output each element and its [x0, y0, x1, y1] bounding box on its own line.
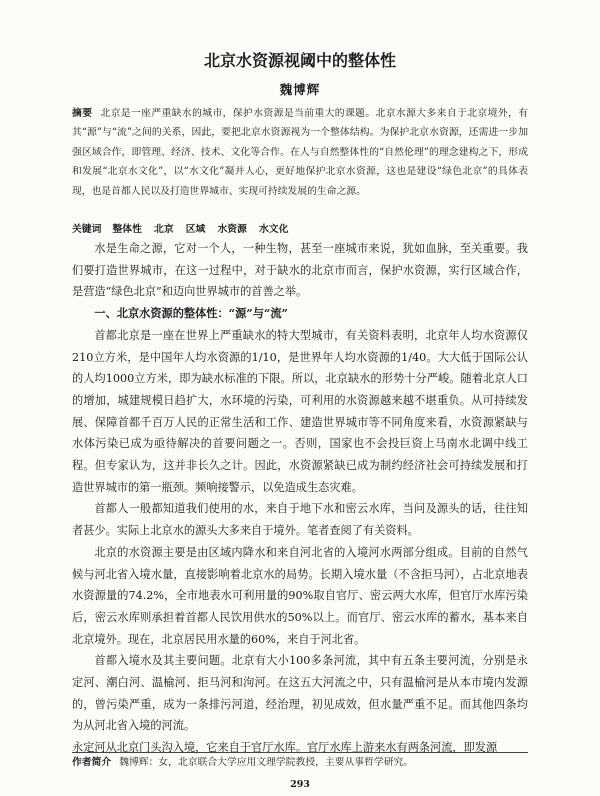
page-number: 293 — [290, 779, 310, 790]
section-heading: 一、北京水资源的整体性：“源”与“流” — [94, 306, 288, 321]
keyword: 水文化 — [258, 224, 289, 235]
article-title: 北京水资源视阈中的整体性 — [203, 51, 396, 70]
abstract-label: 摘要 — [72, 108, 93, 119]
article-body — [72, 238, 528, 759]
keyword: 整体性 — [112, 224, 142, 235]
keyword: 北京 — [154, 224, 174, 235]
body-paragraph: 首都人一般都知道我们使用的水，来自于地下水和密云水库，当问及源头的话，往往知者甚少。实际上北京水的源头大多来自于境外。笔者查阅了有关资料。 — [72, 502, 528, 538]
keywords-label: 关键词 — [72, 224, 102, 235]
footnote-label: 作者简介 — [72, 757, 112, 768]
keyword: 水资源 — [217, 224, 247, 235]
body-paragraph: 北京的水资源主要是由区域内降水和来自河北省的入境河水两部分组成。目前的自然气候与河北省入境水量，直接影响着北京水的局势。长期入境水量（不含拒马河），占北京地表水资源量的74.2%，全市地表水可利用量的90%取自官厅、密云两大水库，但官厅水库污染后，密云水库则承担着首都人民饮用供水的50%以上。而官厅、密云水库的蓄水，基本来自北京境外。现在，北京居民用水量的60%，来自于河北省。 — [72, 545, 528, 646]
body-paragraph: 永定河从北京门头沟入境，它来自于官厅水库。官厅水库上游来水有两条河流，即发源 — [72, 741, 498, 755]
keyword: 区域 — [185, 224, 206, 235]
body-paragraph: 首都北京是一座在世界上严重缺水的特大型城市，有关资料表明，北京年人均水资源仅210立方米，是中国年人均水资源的1/10，是世界年人均水资源的1/40。大大低于国际公认的人均1000立方米，即为缺水标准的下限。所以，北京缺水的形势十分严峻。随着北京人口的增加，城建规模日趋扩大，水环境的污染，可利用的水资源越来越不堪重负。从可持续发展、保障首都千百万人民的正常生活和工作、建造世界城市等不同角度来看，水资源紧缺与水体污染已成为亟待解决的首要问题之一。否则，国家也不会投巨资上马南水北调中线工程。但专家认为，这并非长久之计。因此，水资源紧缺已成为制约经济社会可持续发展和打造世界城市的第一瓶颈。频响接警示，以免造成生态灾难。 — [72, 328, 528, 494]
abstract-text: 北京是一座严重缺水的城市，保护水资源是当前重大的课题。北京水源大多来自于北京境外，有其“源”与“流”之间的关系，因此，要把北京水资源视为一个整体结构。为保护北京水资源，还需进一步加强区域合作，即管理、经济、技术、文化等合作。在人与自然整体性的“自然伦理”的理念建构之下，形成和发展“北京水文化”，以“水文化”凝并人心，更好地保护北京水资源，这也是建设“绿色北京”的具体表现，也是首都人民以及打造世界城市、实现可持续发展的生命之源。 — [72, 108, 529, 197]
author-footnote — [72, 756, 528, 770]
keywords — [72, 222, 528, 238]
abstract — [72, 104, 528, 201]
article-author: 魏博辉 — [279, 82, 321, 97]
body-paragraph: 首都入境水及其主要问题。北京有大小100多条河流，其中有五条主要河流，分别是永定河、潮白河、温榆河、拒马河和泃河。在这五大河流之中，只有温榆河是从本市境内发源的，曾污染严重，成为一条排污河道，经治理，初见成效，但水量严重不足。而其他四条均为从河北省入境的河流。 — [72, 654, 528, 733]
footnote-divider — [72, 752, 528, 753]
body-paragraph: 水是生命之源，它对一个人，一种生物，甚至一座城市来说，犹如血脉，至关重要。我们要打造世界城市，在这一过程中，对于缺水的北京市而言，保护水资源，实行区域合作，是营造“绿色北京”和迈向世界城市的首善之举。 — [72, 242, 528, 299]
footnote-text: 魏博辉：女，北京联合大学应用文理学院教授，主要从事哲学研究。 — [119, 757, 414, 768]
